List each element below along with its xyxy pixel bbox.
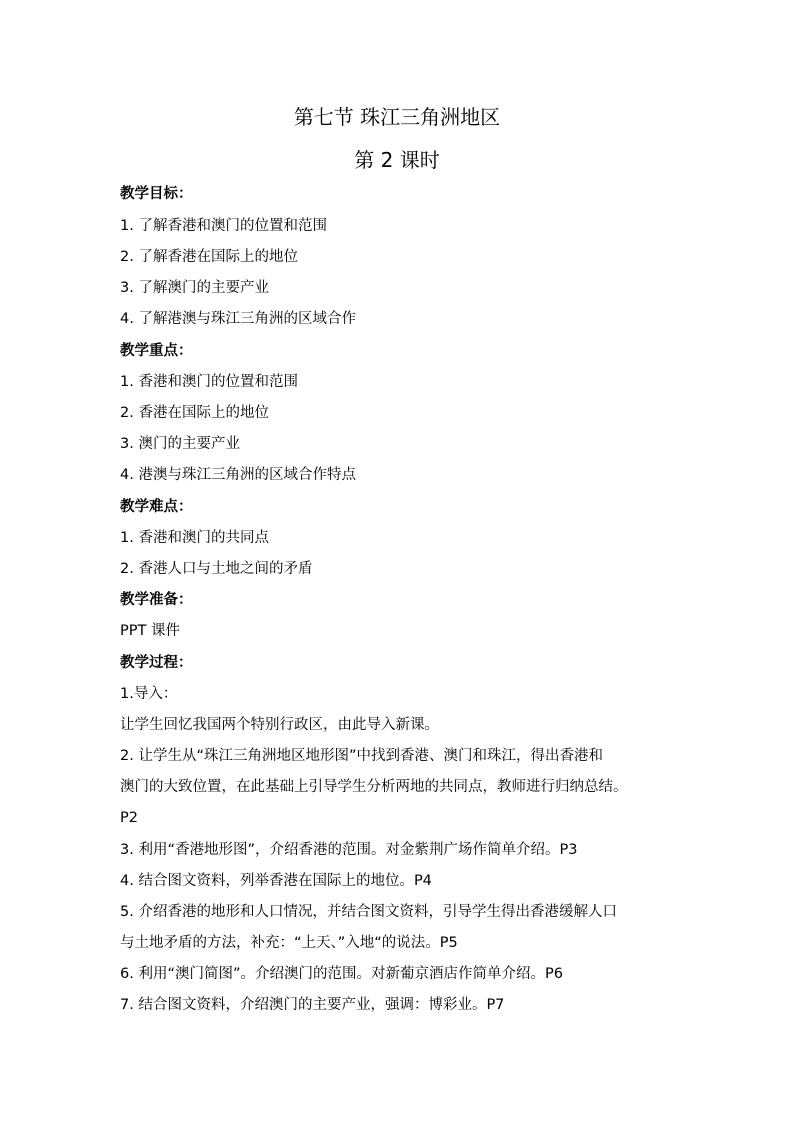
process-line: 3. 利用“香港地形图”，介绍香港的范围。对金紫荆广场作简单介绍。P3 (120, 842, 578, 858)
page-title: 第七节 珠江三角洲地区 (293, 105, 501, 129)
process-heading: 教学过程： (120, 655, 193, 671)
difficulties-heading: 教学难点： (120, 499, 193, 515)
process-line: 让学生回忆我国两个特别行政区，由此导入新课。 (120, 717, 439, 733)
preparation-heading: 教学准备： (120, 592, 193, 608)
difficulty-item: 2. 香港人口与土地之间的矛盾 (120, 561, 313, 577)
key-point-item: 2. 香港在国际上的地位 (120, 405, 269, 421)
objective-item: 1. 了解香港和澳门的位置和范围 (120, 218, 327, 234)
process-line: P2 (120, 810, 138, 826)
key-point-item: 4. 港澳与珠江三角洲的区域合作特点 (120, 467, 356, 483)
objective-item: 3. 了解澳门的主要产业 (120, 280, 269, 296)
objective-item: 2. 了解香港在国际上的地位 (120, 249, 298, 265)
key-point-item: 3. 澳门的主要产业 (120, 436, 240, 452)
difficulty-item: 1. 香港和澳门的共同点 (120, 530, 269, 546)
process-line: 1.导入： (120, 686, 178, 702)
process-line: 5. 介绍香港的地形和人口情况，并结合图文资料，引导学生得出香港缓解人口 (120, 904, 617, 920)
process-line: 4. 结合图文资料，列举香港在国际上的地位。P4 (120, 873, 432, 889)
preparation-text: PPT 课件 (120, 623, 180, 639)
page-subtitle: 第 2 课时 (354, 148, 440, 172)
process-line: 2. 让学生从“珠江三角洲地区地形图”中找到香港、澳门和珠江，得出香港和 (120, 748, 603, 764)
objective-item: 4. 了解港澳与珠江三角洲的区域合作 (120, 311, 356, 327)
process-line: 与土地矛盾的方法，补充：“上天、”入地“的说法。P5 (120, 935, 458, 951)
key-points-heading: 教学重点： (120, 343, 193, 359)
process-line: 7. 结合图文资料，介绍澳门的主要产业，强调：博彩业。P7 (120, 997, 505, 1013)
process-line: 澳门的大致位置，在此基础上引导学生分析两地的共同点，教师进行归纳总结。 (120, 779, 628, 795)
key-point-item: 1. 香港和澳门的位置和范围 (120, 374, 298, 390)
objectives-heading: 教学目标： (120, 186, 193, 202)
process-line: 6. 利用“澳门简图”。介绍澳门的范围。对新葡京酒店作简单介绍。P6 (120, 966, 563, 982)
